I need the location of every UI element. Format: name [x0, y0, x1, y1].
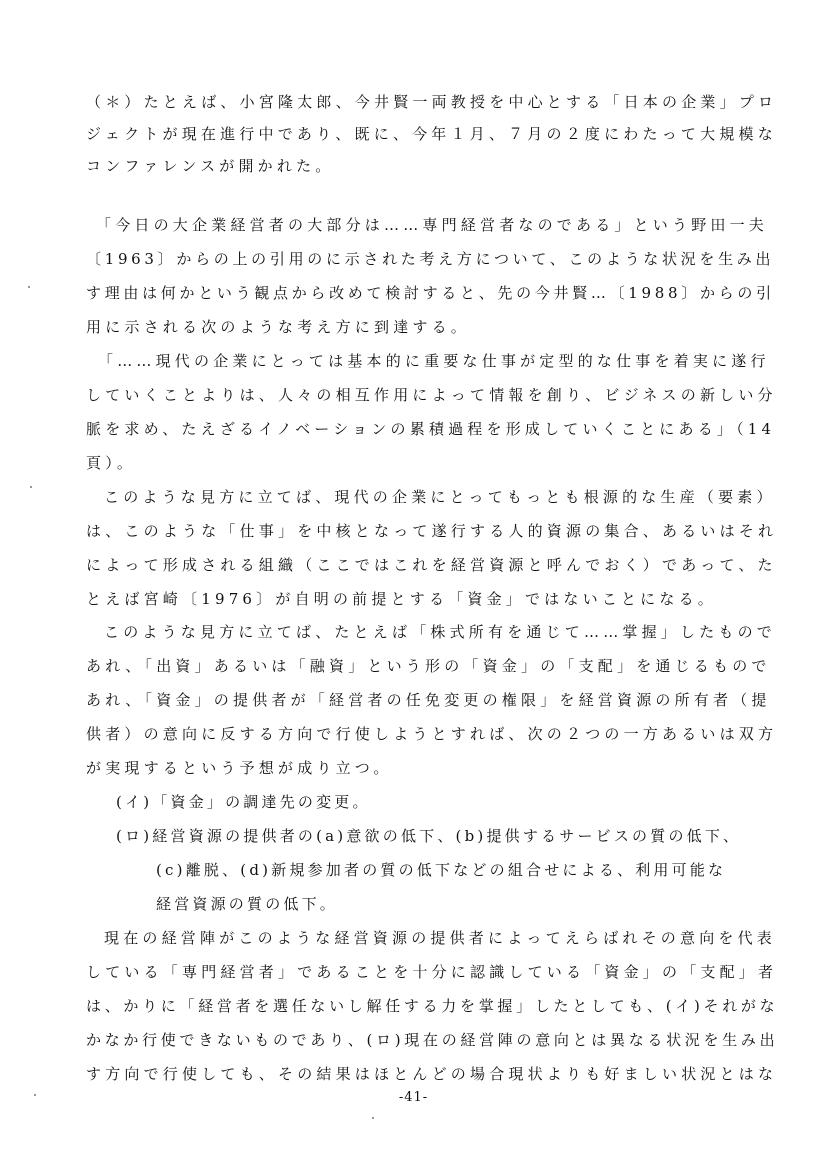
paragraph-line: 〔1963〕からの上の引用のに示された考え方について、このような状況を生み出: [86, 250, 775, 268]
paragraph-line: は、このような「仕事」を中核となって遂行する人的資源の集合、あるいはそれ: [86, 522, 778, 540]
paragraph-line: このような見方に立てば、現代の企業にとってもっとも根源的な生産（要素）: [104, 488, 776, 506]
paragraph-line: このような見方に立てば、たとえば「株式所有を通じて……掌握」したもので: [104, 623, 777, 641]
page-number: -41-: [398, 1090, 429, 1105]
list-item: (イ)「資金」の調達先の変更。: [116, 793, 371, 811]
paragraph-line: あれ、「出資」あるいは「融資」という形の「資金」の「支配」を通じるもので: [86, 657, 771, 675]
quote-line: していくことよりは、人々の相互作用によって情報を創り、ビジネスの新しい分: [86, 386, 777, 404]
quote-line: 脈を求め、たえざるイノベーションの累積過程を形成していくことにある」（14: [86, 420, 776, 438]
paragraph-line: によって形成される組織（ここではこれを経営資源と呼んでおく）であって、た: [86, 556, 777, 574]
quote-line: 頁）。: [86, 454, 137, 472]
footnote-line: （＊）たとえば、小宮隆太郎、今井賢一両教授を中心とする「日本の企業」プロ: [86, 93, 778, 111]
footnote-line: コンファレンスが開かれた。: [86, 157, 335, 175]
scan-speck: [372, 1117, 374, 1119]
list-item: (ロ)経営資源の提供者の(a)意欲の低下、(b)提供するサービスの質の低下、: [116, 827, 742, 845]
scan-speck: [30, 486, 32, 488]
paragraph-line: 用に示される次のような考え方に到達する。: [86, 318, 471, 336]
paragraph-line: 現在の経営陣がこのような経営資源の提供者によってえらばれその意向を代表: [104, 929, 777, 947]
paragraph-line: している「専門経営者」であることを十分に認識している「資金」の「支配」者: [86, 963, 778, 981]
paragraph-line: 供者）の意向に反する方向で行使しようとすれば、次の２つの一方あるいは双方: [86, 725, 778, 743]
scan-speck: [28, 286, 30, 288]
paragraph-line: は、かりに「経営者を選任ないし解任する力を掌握」したとしても、(イ)それがな: [86, 997, 779, 1015]
paragraph-line: かなか行使できないものであり、(ロ)現在の経営陣の意向とは異なる状況を生み出: [86, 1031, 779, 1049]
scan-speck: [34, 1094, 36, 1096]
paragraph-line: す方向で行使しても、その結果はほとんどの場合現状よりも好ましい状況とはな: [86, 1065, 778, 1083]
paragraph-line: とえば宮崎〔1976〕が自明の前提とする「資金」ではないことになる。: [86, 590, 717, 608]
paragraph-line: 「今日の大企業経営者の大部分は……専門経営者なのである」という野田一夫: [96, 216, 769, 234]
paragraph-line: あれ、「資金」の提供者が「経営者の任免変更の権限」を経営資源の所有者（提: [86, 691, 771, 709]
paragraph-line: が実現するという予想が成り立つ。: [86, 759, 393, 777]
list-item-continuation: 経営資源の質の低下。: [156, 895, 339, 913]
paragraph-line: す理由は何かという観点から改めて検討すると、先の今井賢…〔1988〕からの引: [86, 284, 775, 302]
list-item-continuation: (c)離脱、(d)新規参加者の質の低下などの組合せによる、利用可能な: [156, 861, 727, 879]
quote-line: 「……現代の企業にとっては基本的に重要な仕事が定型的な仕事を着実に遂行: [98, 352, 770, 370]
footnote-line: ジェクトが現在進行中であり、既に、今年１月、７月の２度にわたって大規模な: [86, 125, 777, 143]
